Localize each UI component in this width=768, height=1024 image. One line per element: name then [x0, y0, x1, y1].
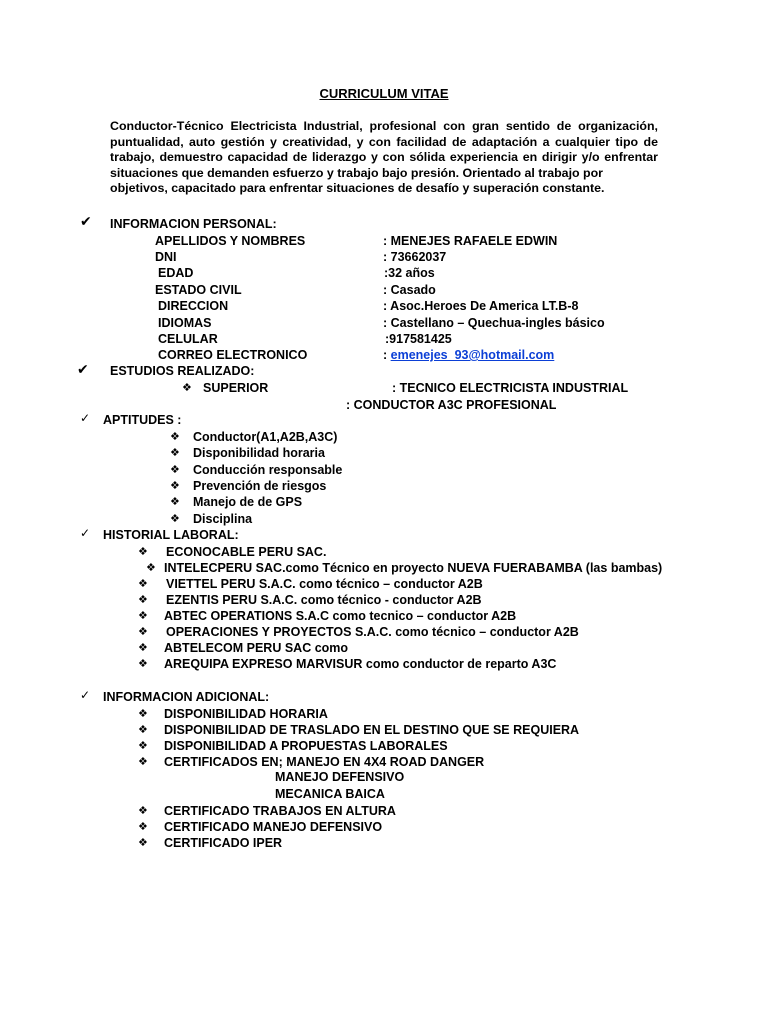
work-item: INTELECPERU SAC.como Técnico en proyecto NUEVA FUERABAMBA (las bambas): [164, 561, 663, 575]
diamond-bullet-icon: ❖: [170, 464, 180, 476]
diamond-bullet-icon: ❖: [170, 431, 180, 443]
diamond-bullet-icon: ❖: [138, 594, 148, 606]
diamond-bullet-icon: ❖: [170, 513, 180, 525]
section-heading-work: HISTORIAL LABORAL:: [103, 528, 239, 542]
diamond-bullet-icon: ❖: [138, 642, 148, 654]
field-label-civil-status: ESTADO CIVIL: [155, 283, 242, 297]
summary-text: Conductor-Técnico Electricista Industrial, profesional con gran sentido de organización, puntualidad, auto gestión y creatividad, y con facilidad de adaptación a cualquier tipo de trabajo, demuestro capacidad de liderazgo y con sólida experiencia en dirigir y/o enfrentar situaciones que demanden esfuerzo y trabajo bajo presión. Orientado al trabajo por: [110, 119, 658, 180]
aptitude-item: Conductor(A1,A2B,A3C): [193, 430, 338, 444]
additional-item: CERTIFICADO MANEJO DEFENSIVO: [164, 820, 383, 834]
studies-level: SUPERIOR: [203, 381, 269, 395]
additional-item: DISPONIBILIDAD A PROPUESTAS LABORALES: [164, 739, 448, 753]
section-heading-personal: INFORMACION PERSONAL:: [110, 217, 277, 231]
diamond-bullet-icon: ❖: [138, 546, 148, 558]
additional-sub-item: MECANICA BAICA: [275, 787, 385, 801]
field-value-dni: : 73662037: [383, 250, 447, 264]
profile-summary: [110, 119, 658, 197]
field-value-address: : Asoc.Heroes De America LT.B-8: [383, 299, 579, 313]
check-icon: ✔: [80, 213, 92, 229]
section-heading-aptitudes: APTITUDES :: [103, 413, 182, 427]
field-value-age: :32 años: [384, 266, 435, 280]
email-prefix: :: [383, 348, 391, 362]
diamond-bullet-icon: ❖: [170, 480, 180, 492]
diamond-bullet-icon: ❖: [146, 562, 156, 574]
aptitude-item: Conducción responsable: [193, 463, 343, 477]
document-title: CURRICULUM VITAE: [319, 86, 449, 101]
field-label-phone: CELULAR: [158, 332, 218, 346]
aptitude-item: Disciplina: [193, 512, 253, 526]
work-item: AREQUIPA EXPRESO MARVISUR como conductor de reparto A3C: [164, 657, 557, 671]
additional-item: CERTIFICADOS EN; MANEJO EN 4X4 ROAD DANGER: [164, 755, 485, 769]
field-label-email: CORREO ELECTRONICO: [158, 348, 308, 362]
diamond-bullet-icon: ❖: [138, 837, 148, 849]
check-icon: ✓: [80, 526, 91, 540]
field-value-civil-status: : Casado: [383, 283, 436, 297]
check-icon: ✓: [80, 411, 91, 425]
diamond-bullet-icon: ❖: [182, 382, 192, 394]
check-icon: ✔: [77, 361, 89, 377]
studies-item: : CONDUCTOR A3C PROFESIONAL: [346, 398, 557, 412]
field-value-phone: :917581425: [385, 332, 452, 346]
work-item: OPERACIONES Y PROYECTOS S.A.C. como técnico – conductor A2B: [166, 625, 579, 639]
additional-sub-item: MANEJO DEFENSIVO: [275, 770, 405, 784]
section-heading-additional: INFORMACION ADICIONAL:: [103, 690, 270, 704]
work-item: ECONOCABLE PERU SAC.: [166, 545, 327, 559]
aptitude-item: Manejo de de GPS: [193, 495, 303, 509]
field-label-languages: IDIOMAS: [158, 316, 212, 330]
diamond-bullet-icon: ❖: [138, 610, 148, 622]
aptitude-item: Disponibilidad horaria: [193, 446, 325, 460]
diamond-bullet-icon: ❖: [138, 756, 148, 768]
field-label-dni: DNI: [155, 250, 177, 264]
diamond-bullet-icon: ❖: [138, 708, 148, 720]
additional-item: CERTIFICADO IPER: [164, 836, 283, 850]
section-heading-studies: ESTUDIOS REALIZADO:: [110, 364, 255, 378]
additional-item: CERTIFICADO TRABAJOS EN ALTURA: [164, 804, 396, 818]
work-item: ABTELECOM PERU SAC como: [164, 641, 349, 655]
aptitude-item: Prevención de riesgos: [193, 479, 327, 493]
field-label-address: DIRECCION: [158, 299, 229, 313]
field-label-name: APELLIDOS Y NOMBRES: [155, 234, 306, 248]
studies-item: : TECNICO ELECTRICISTA INDUSTRIAL: [392, 381, 629, 395]
diamond-bullet-icon: ❖: [138, 658, 148, 670]
work-item: EZENTIS PERU S.A.C. como técnico - conductor A2B: [166, 593, 482, 607]
diamond-bullet-icon: ❖: [138, 578, 148, 590]
additional-item: DISPONIBILIDAD HORARIA: [164, 707, 328, 721]
diamond-bullet-icon: ❖: [138, 740, 148, 752]
field-value-email: [383, 348, 554, 363]
diamond-bullet-icon: ❖: [170, 447, 180, 459]
summary-text-last: objetivos, capacitado para enfrentar situaciones de desafío y superación constante.: [110, 181, 605, 196]
work-item: VIETTEL PERU S.A.C. como técnico – conductor A2B: [166, 577, 483, 591]
diamond-bullet-icon: ❖: [170, 496, 180, 508]
field-value-languages: : Castellano – Quechua-ingles básico: [383, 316, 605, 330]
diamond-bullet-icon: ❖: [138, 626, 148, 638]
field-value-name: : MENEJES RAFAELE EDWIN: [383, 234, 558, 248]
diamond-bullet-icon: ❖: [138, 805, 148, 817]
diamond-bullet-icon: ❖: [138, 821, 148, 833]
field-label-age: EDAD: [158, 266, 194, 280]
check-icon: ✓: [80, 688, 91, 702]
diamond-bullet-icon: ❖: [138, 724, 148, 736]
additional-item: DISPONIBILIDAD DE TRASLADO EN EL DESTINO QUE SE REQUIERA: [164, 723, 580, 737]
work-item: ABTEC OPERATIONS S.A.C como tecnico – conductor A2B: [164, 609, 517, 623]
email-link[interactable]: emenejes_93@hotmail.com: [390, 348, 555, 362]
